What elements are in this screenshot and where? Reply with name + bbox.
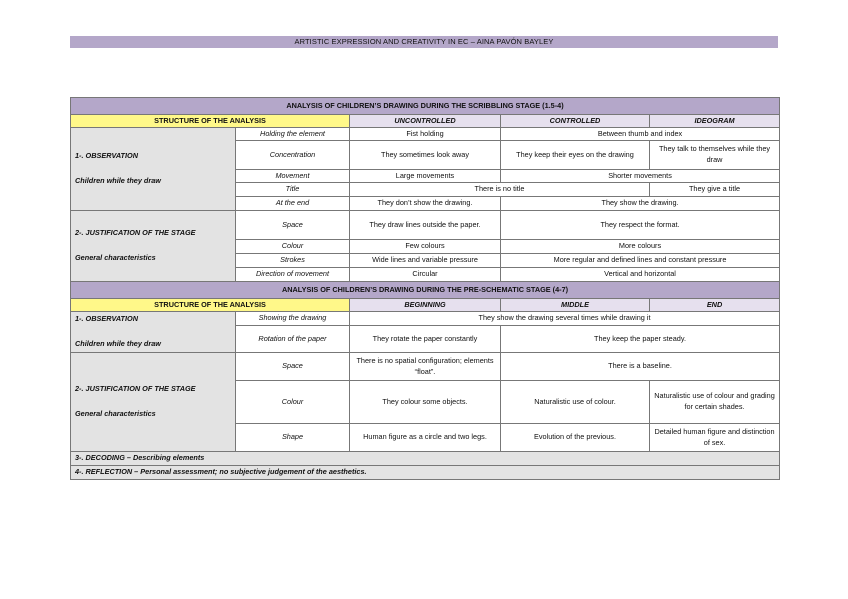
- value-cell: Fist holding: [350, 128, 501, 141]
- value-cell: They sometimes look away: [350, 141, 501, 170]
- table-row: [71, 211, 780, 240]
- attr-cell: Movement: [236, 170, 350, 183]
- value-cell: They keep their eyes on the drawing: [501, 141, 650, 170]
- value-cell: Between thumb and index: [501, 128, 780, 141]
- reflection-row: 4-. REFLECTION – Personal assessment; no subjective judgement of the aesthetics.: [71, 466, 780, 480]
- attr-cell: At the end: [236, 197, 350, 211]
- value-cell: Shorter movements: [501, 170, 780, 183]
- table-row: [71, 466, 780, 480]
- value-cell: They respect the format.: [501, 211, 780, 240]
- attr-cell: Concentration: [236, 141, 350, 170]
- col-end: END: [650, 299, 780, 312]
- table-row: [71, 452, 780, 466]
- col-controlled: CONTROLLED: [501, 115, 650, 128]
- col-middle: MIDDLE: [501, 299, 650, 312]
- col-ideogram: IDEOGRAM: [650, 115, 780, 128]
- scribbling-observation-section: 1-. OBSERVATION Children while they draw: [71, 128, 236, 211]
- attr-cell: Colour: [236, 240, 350, 254]
- value-cell: They show the drawing several times while drawing it: [350, 312, 780, 326]
- table-row: [71, 353, 780, 381]
- attr-cell: Shape: [236, 424, 350, 452]
- value-cell: Circular: [350, 268, 501, 282]
- preschematic-justification-section: 2-. JUSTIFICATION OF THE STAGE General characteristics: [71, 353, 236, 452]
- value-cell: Detailed human figure and distinction of sex.: [650, 424, 780, 452]
- structure-label: STRUCTURE OF THE ANALYSIS: [71, 115, 350, 128]
- value-cell: Naturalistic use of colour and grading for certain shades.: [650, 381, 780, 424]
- table-row: [71, 128, 780, 141]
- attr-cell: Showing the drawing: [236, 312, 350, 326]
- value-cell: More regular and defined lines and constant pressure: [501, 254, 780, 268]
- value-cell: There is a baseline.: [501, 353, 780, 381]
- value-cell: More colours: [501, 240, 780, 254]
- value-cell: They give a title: [650, 183, 780, 197]
- structure-label: STRUCTURE OF THE ANALYSIS: [71, 299, 350, 312]
- analysis-table: [70, 97, 780, 480]
- value-cell: They colour some objects.: [350, 381, 501, 424]
- value-cell: They don’t show the drawing.: [350, 197, 501, 211]
- preschematic-title: ANALYSIS OF CHILDREN’S DRAWING DURING THE PRE-SCHEMATIC STAGE (4-7): [71, 282, 780, 299]
- value-cell: Evolution of the previous.: [501, 424, 650, 452]
- attr-cell: Holding the element: [236, 128, 350, 141]
- value-cell: They rotate the paper constantly: [350, 326, 501, 353]
- value-cell: There is no title: [350, 183, 650, 197]
- col-beginning: BEGINNING: [350, 299, 501, 312]
- document-header: ARTISTIC EXPRESSION AND CREATIVITY IN EC – AINA PAVÓN BAYLEY: [70, 36, 778, 48]
- attr-cell: Colour: [236, 381, 350, 424]
- value-cell: Few colours: [350, 240, 501, 254]
- table-row: [71, 312, 780, 326]
- preschematic-observation-section: 1-. OBSERVATION Children while they draw: [71, 312, 236, 353]
- preschematic-title-row: [71, 282, 780, 299]
- decoding-row: 3-. DECODING – Describing elements: [71, 452, 780, 466]
- value-cell: Naturalistic use of colour.: [501, 381, 650, 424]
- value-cell: Large movements: [350, 170, 501, 183]
- attr-cell: Space: [236, 353, 350, 381]
- attr-cell: Title: [236, 183, 350, 197]
- value-cell: They keep the paper steady.: [501, 326, 780, 353]
- value-cell: Vertical and horizontal: [501, 268, 780, 282]
- value-cell: Wide lines and variable pressure: [350, 254, 501, 268]
- scribbling-title-row: [71, 98, 780, 115]
- value-cell: There is no spatial configuration; elements “float”.: [350, 353, 501, 381]
- value-cell: They draw lines outside the paper.: [350, 211, 501, 240]
- value-cell: Human figure as a circle and two legs.: [350, 424, 501, 452]
- scribbling-justification-section: 2-. JUSTIFICATION OF THE STAGE General characteristics: [71, 211, 236, 282]
- value-cell: They talk to themselves while they draw: [650, 141, 780, 170]
- attr-cell: Space: [236, 211, 350, 240]
- attr-cell: Strokes: [236, 254, 350, 268]
- attr-cell: Direction of movement: [236, 268, 350, 282]
- attr-cell: Rotation of the paper: [236, 326, 350, 353]
- value-cell: They show the drawing.: [501, 197, 780, 211]
- preschematic-structure-row: [71, 299, 780, 312]
- scribbling-structure-row: [71, 115, 780, 128]
- scribbling-title: ANALYSIS OF CHILDREN’S DRAWING DURING THE SCRIBBLING STAGE (1.5-4): [71, 98, 780, 115]
- col-uncontrolled: UNCONTROLLED: [350, 115, 501, 128]
